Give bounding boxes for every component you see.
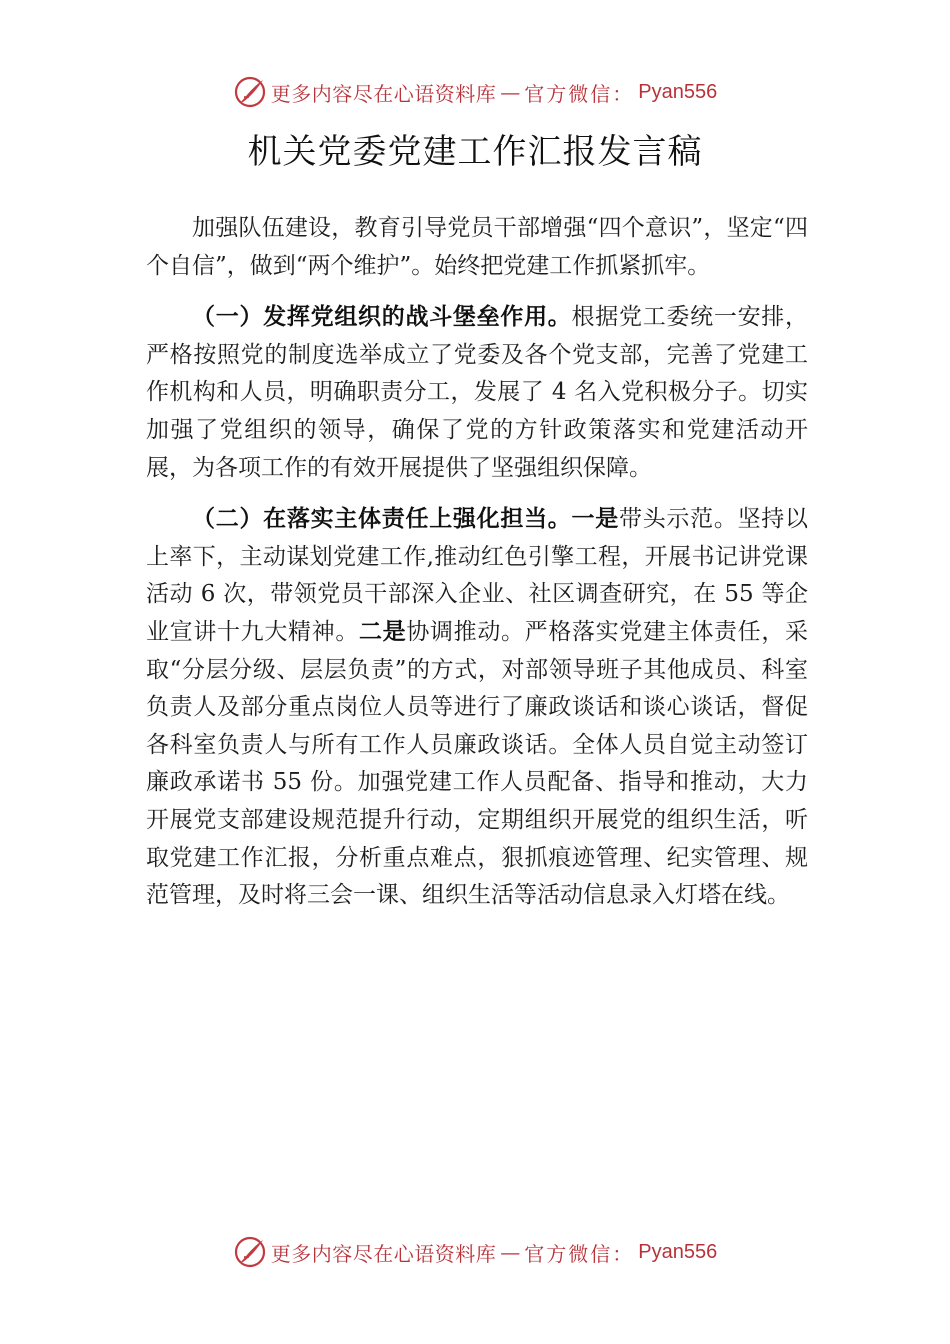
watermark-separator: — xyxy=(500,1240,521,1264)
quill-logo-icon xyxy=(233,1235,267,1269)
section-1-heading: （一）发挥党组织的战斗堡垒作用。 xyxy=(192,304,572,331)
section-1-text: 根据党工委统一安排，严格按照党的制度选举成立了党委及各个党支部，完善了党建工作机构和人员，明确职责分工，发展了 4 名入党积极分子。切实加强了党组织的领导，确保了党的方针政策落实和党建活动开展，为各项工作的有效开展提供了坚强组织保障。 xyxy=(146,304,809,481)
section-2-lead-1: 一是 xyxy=(571,506,619,533)
section-2-heading: （二）在落实主体责任上强化担当。 xyxy=(192,506,572,533)
watermark-text: 更多内容尽在心语资料库 xyxy=(270,81,497,106)
quill-logo-icon xyxy=(233,75,267,109)
watermark-wechat-id: Pyan556 xyxy=(638,80,718,103)
footer-watermark-banner xyxy=(0,1232,950,1272)
watermark-wechat-id: Pyan556 xyxy=(638,1240,718,1263)
watermark-wechat-label: 官方微信： xyxy=(524,1241,635,1266)
paragraph-section-2 xyxy=(146,501,808,915)
section-2-text-1: 带头示范。坚持以上率下，主动谋划党建工作,推动红色引擎工程，开展书记讲党课活动 6 次，带领党员干部深入企业、社区调查研究，在 55 等企业宣讲十九大精神。 xyxy=(146,506,809,645)
header-watermark-banner xyxy=(0,72,950,112)
watermark-wechat-label: 官方微信： xyxy=(524,81,635,106)
section-2-text-2: 协调推动。严格落实党建主体责任，采取“分层分级、层层负责”的方式，对部领导班子其他成员、科室负责人及部分重点岗位人员等进行了廉政谈话和谈心谈话，督促各科室负责人与所有工作人员廉政谈话。全体人员自觉主动签订廉政承诺书 55 份。加强党建工作人员配备、指导和推动，大力开展党支部建设规范提升行动，定期组织开展党的组织生活，听取党建工作汇报，分析重点难点，狠抓痕迹管理、纪实管理、规范管理，及时将三会一课、组织生活等活动信息录入灯塔在线。 xyxy=(146,618,809,909)
watermark-text: 更多内容尽在心语资料库 xyxy=(270,1241,497,1266)
paragraph-section-1 xyxy=(146,299,808,487)
section-2-lead-2: 二是 xyxy=(359,618,407,645)
paragraph-intro: 加强队伍建设，教育引导党员干部增强“四个意识”，坚定“四个自信”，做到“两个维护”。始终把党建工作抓紧抓牢。 xyxy=(146,215,808,279)
watermark-separator: — xyxy=(500,80,521,104)
document-body xyxy=(146,210,808,929)
document-title: 机关党委党建工作汇报发言稿 xyxy=(247,132,703,172)
